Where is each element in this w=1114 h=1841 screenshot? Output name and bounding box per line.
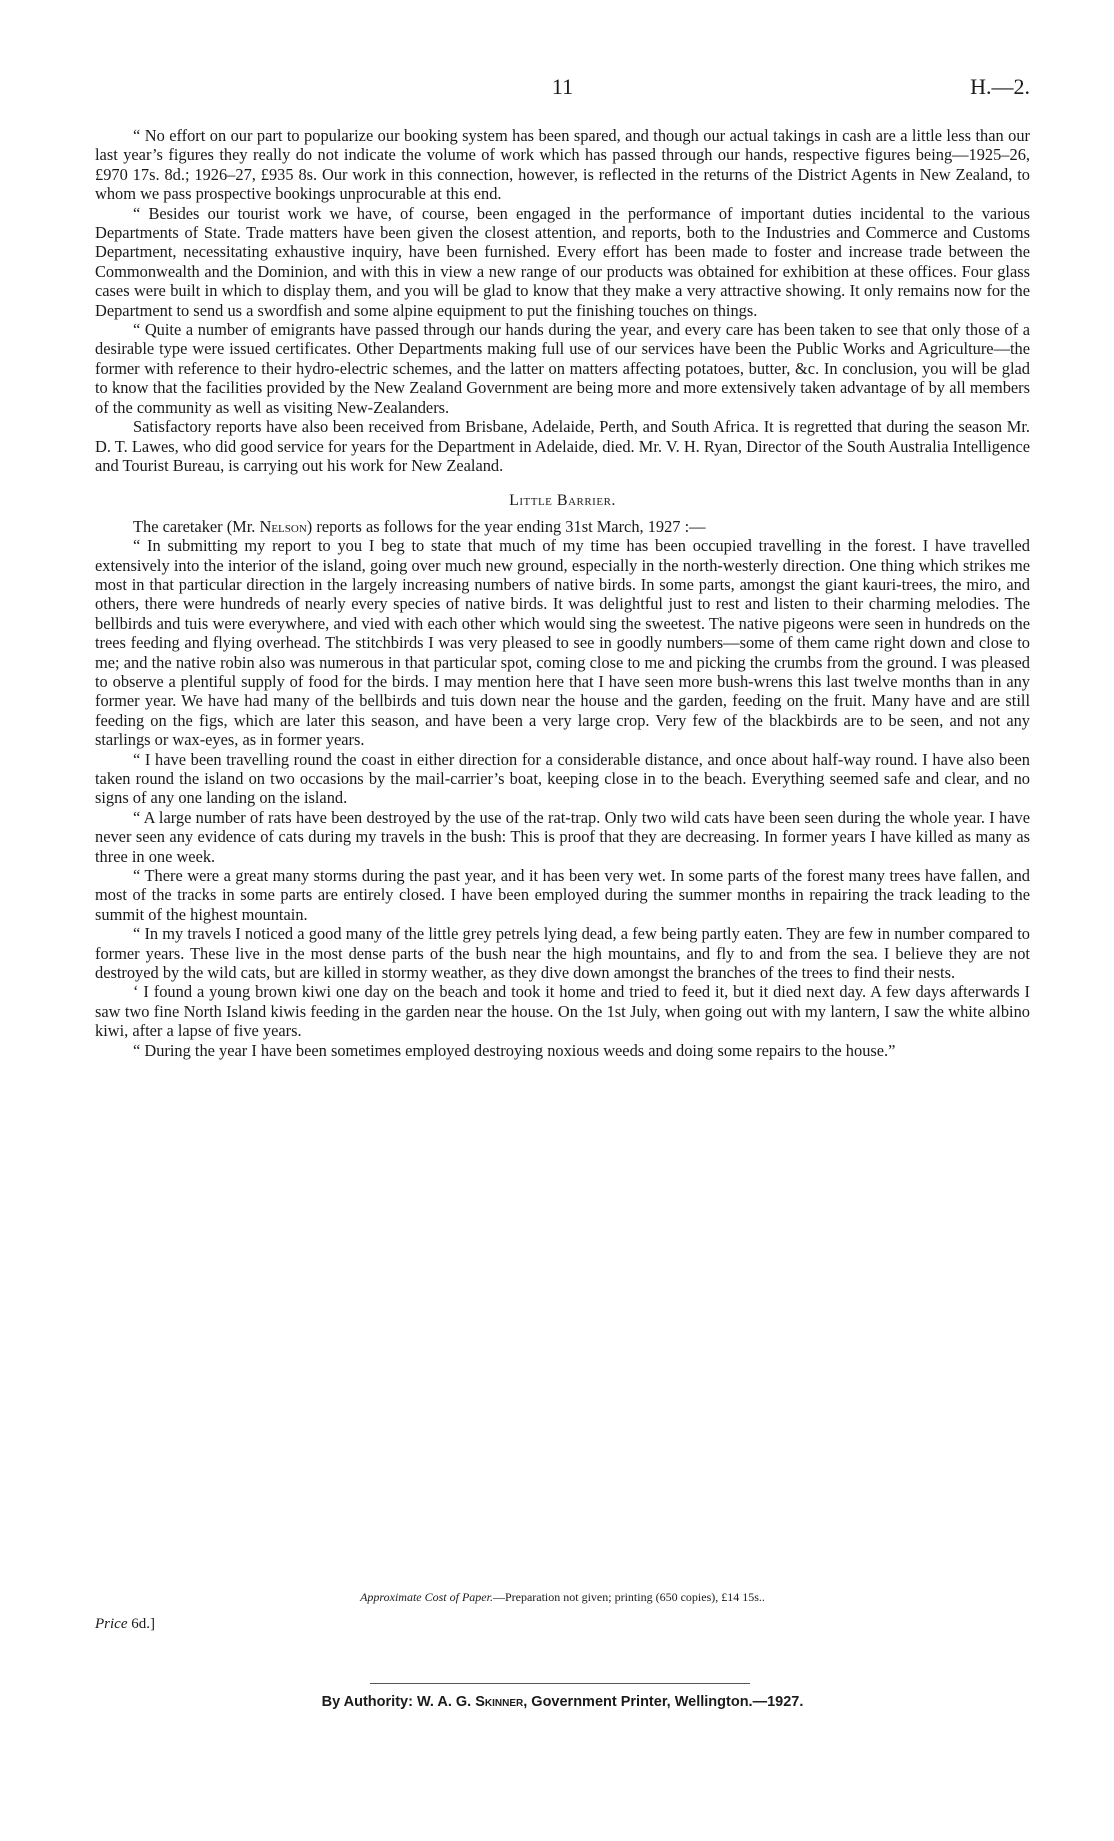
section-intro — [95, 517, 1030, 536]
imprint-text: By Authority: W. A. G. — [321, 1694, 476, 1710]
page-number: 11 — [551, 74, 574, 99]
cost-label: Approximate Cost of Paper. — [360, 1590, 493, 1604]
paragraph: “ In my travels I noticed a good many of the little grey petrels lying dead, a few being partly eaten. They are few in number compared to former years. These live in the most dense parts of the bush near the high mountains, and fly to and from the sea. I believe they are not destroyed by the wild cats, but are killed in stormy weather, as they dive down amongst the branches of the trees to find their nests. — [95, 924, 1030, 983]
intro-text: The caretaker (Mr. — [133, 516, 260, 536]
paragraph: “ I have been travelling round the coast in either direction for a considerable distance, and once about half-way round. I have also been taken round the island on two occasions by the mail-carrier’s boat, keeping close in to the beach. Everything seemed safe and clear, and no signs of any one landing on the island. — [95, 749, 1030, 808]
cost-text: —Preparation not given; printing (650 copies), £14 15s.. — [492, 1590, 765, 1604]
cost-note — [95, 1590, 1030, 1605]
divider-rule — [370, 1683, 750, 1684]
price-label: Price — [95, 1616, 128, 1632]
section-heading: Little Barrier. — [509, 492, 616, 510]
body-text — [95, 126, 1030, 1060]
paragraph: “ During the year I have been sometimes employed destroying noxious weeds and doing some repairs to the house.” — [133, 1040, 896, 1060]
caretaker-name: Nelson — [259, 516, 307, 536]
paragraph: “ Quite a number of emigrants have passed through our hands during the year, and every care has been taken to see that only those of a desirable type were issued certificates. Other Departments making full use of our services have been the Public Works and Agriculture—the former with reference to their hydro-electric schemes, and the latter on matters affecting potatoes, butter, &c. In conclusion, you will be glad to know that the facilities provided by the New Zealand Government are being more and more extensively taken advantage of by all members of the community as well as visiting New-Zealanders. — [95, 320, 1030, 417]
page-header — [95, 74, 1030, 104]
paragraph: “ There were a great many storms during the past year, and it has been very wet. In some parts of the forest many trees have fallen, and most of the tracks in some parts are entirely closed. I have been employed during the summer months in repairing the track leading to the summit of the highest mountain. — [95, 866, 1030, 924]
document-code: H.—2. — [970, 74, 1030, 99]
paragraph: “ A large number of rats have been destroyed by the use of the rat-trap. Only two wild cats have been seen during the whole year. I have never seen any evidence of cats during my travels in the bush: This is proof that they are decreasing. In former years I have killed as many as three in one week. — [95, 807, 1030, 866]
price-value: 6d.] — [127, 1616, 155, 1632]
paragraph: ‘ I found a young brown kiwi one day on the beach and took it home and tried to feed it, but it died next day. A few days afterwards I saw two fine North Island kiwis feeding in the garden near the house. On the 1st July, when going out with my lantern, I saw the white albino kiwi, after a lapse of five years. — [95, 982, 1030, 1041]
paragraph: “ No effort on our part to popularize our booking system has been spared, and though our actual takings in cash are a little less than our last year’s figures they really do not indicate the volume of work which has passed through our hands, respective figures being—1925–26, £970 17s. 8d.; 1926–27, £935 8s. Our work in this connection, however, is reflected in the returns of the District Agents in New Zealand, to whom we pass prospective bookings unprocurable at this end. — [95, 126, 1030, 204]
intro-text: ) reports as follows for the year ending 31st March, 1927 :— — [306, 516, 706, 536]
price-note — [95, 1616, 155, 1633]
paragraph: “ In submitting my report to you I beg to state that much of my time has been occupied travelling in the forest. I have travelled extensively into the interior of the island, going over much new ground, especially in the north-westerly direction. One thing which strikes me most in that particular direction in the largely increasing numbers of native birds. In some parts, amongst the giant kauri-trees, the miro, and others, there were hundreds of nearly every species of native birds. It was delightful just to rest and listen to their charming melodies. The bellbirds and tuis were everywhere, and vied with each other which would sing the sweetest. The native pigeons were seen in hundreds on the trees feeding and flying overhead. The stitchbirds I was very pleased to see in goodly numbers—some of them came right down and close to me; and the native robin also was numerous in that particular spot, coming close to me and picking the crumbs from the ground. I was pleased to observe a plentiful supply of food for the birds. I may mention here that I have seen more bush-wrens this last twelve months than in any former year. We have had many of the bellbirds and tuis down near the house and the garden, feeding on the fruit. Many have and are still feeding on the figs, which are later this season, and have been a very large crop. Very few of the blackbirds are to be seen, and not any starlings or wax-eyes, as in former years. — [95, 536, 1030, 750]
paragraph: Satisfactory reports have also been received from Brisbane, Adelaide, Perth, and South Africa. It is regretted that during the season Mr. D. T. Lawes, who did good service for years for the Department in Adelaide, died. Mr. V. H. Ryan, Director of the South Australia Intelligence and Tourist Bureau, is carrying out his work for New Zealand. — [95, 417, 1030, 475]
imprint — [95, 1694, 1030, 1710]
printer-name: Skinner — [475, 1694, 524, 1710]
paragraph: “ Besides our tourist work we have, of course, been engaged in the performance of important duties incidental to the various Departments of State. Trade matters have been given the closest attention, and reports, both to the Industries and Commerce and Customs Department, necessitating exhaustive inquiry, have been furnished. Every effort has been made to foster and increase trade between the Commonwealth and the Dominion, and with this in view a new range of our products was obtained for exhibition at these offices. Four glass cases were built in which to display them, and you will be glad to know that they make a very attractive showing. It only remains now for the Department to send us a swordfish and some alpine equipment to put the finishing touches on things. — [95, 203, 1030, 320]
imprint-text: , Government Printer, Wellington.—1927. — [523, 1694, 804, 1710]
